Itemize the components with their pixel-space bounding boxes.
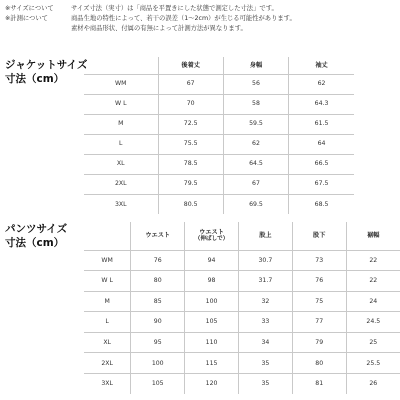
size-note-text: サイズ寸法（実寸）は「商品を平置きにした状態で測定した寸法」です。 xyxy=(71,5,278,12)
table-cell: 75 xyxy=(292,291,346,312)
jacket-header-width: 身幅 xyxy=(223,57,288,74)
table-cell: 22 xyxy=(346,271,400,292)
table-row xyxy=(84,94,354,114)
measure-note-label: ※計測について xyxy=(5,15,48,22)
table-cell: 58 xyxy=(223,94,288,114)
table-cell: 100 xyxy=(131,353,185,374)
table-cell: 61.5 xyxy=(289,114,354,134)
size-label: L xyxy=(84,134,158,154)
table-header-row xyxy=(84,57,354,74)
table-cell: 76 xyxy=(292,271,346,292)
table-cell: 81 xyxy=(292,373,346,394)
table-row xyxy=(84,373,400,394)
table-cell: 79 xyxy=(292,332,346,353)
table-cell: 105 xyxy=(185,312,239,333)
table-cell: 79.5 xyxy=(158,174,223,194)
table-row xyxy=(84,114,354,134)
jacket-header-length: 後着丈 xyxy=(158,57,223,74)
table-cell: 62 xyxy=(289,74,354,94)
table-cell: 25.5 xyxy=(346,353,400,374)
table-cell: 24.5 xyxy=(346,312,400,333)
table-cell: 25 xyxy=(346,332,400,353)
table-cell: 85 xyxy=(131,291,185,312)
pants-header-hem: 裾幅 xyxy=(346,222,400,250)
table-cell: 32 xyxy=(238,291,292,312)
table-cell: 67 xyxy=(158,74,223,94)
table-row xyxy=(84,250,400,271)
table-row xyxy=(84,312,400,333)
table-row xyxy=(84,271,400,292)
table-cell: 56 xyxy=(223,74,288,94)
size-label: WM xyxy=(84,74,158,94)
table-header-row xyxy=(84,222,400,250)
pants-header-waist-stretched xyxy=(185,222,239,250)
jacket-size-table xyxy=(84,57,354,214)
table-cell: 80 xyxy=(292,353,346,374)
table-cell: 94 xyxy=(185,250,239,271)
pants-header-rise: 股上 xyxy=(238,222,292,250)
size-label: 3XL xyxy=(84,373,131,394)
table-cell: 73 xyxy=(292,250,346,271)
table-cell: 95 xyxy=(131,332,185,353)
pants-header-inseam: 股下 xyxy=(292,222,346,250)
measure-note-continued: 素材や商品形状、付属の有無によって計測方法が異なります。 xyxy=(71,25,247,32)
table-cell: 72.5 xyxy=(158,114,223,134)
pants-header-waist-stretched-sub: （伸ばしで） xyxy=(194,236,229,243)
table-cell: 80.5 xyxy=(158,194,223,214)
size-label: L xyxy=(84,312,131,333)
table-row xyxy=(84,353,400,374)
pants-header-waist: ウエスト xyxy=(131,222,185,250)
size-label: XL xyxy=(84,332,131,353)
table-cell: 35 xyxy=(238,373,292,394)
table-cell: 115 xyxy=(185,353,239,374)
size-label: W L xyxy=(84,271,131,292)
table-cell: 77 xyxy=(292,312,346,333)
table-cell: 64.5 xyxy=(223,154,288,174)
table-cell: 34 xyxy=(238,332,292,353)
size-label: 3XL xyxy=(84,194,158,214)
table-cell: 70 xyxy=(158,94,223,114)
table-cell: 68.5 xyxy=(289,194,354,214)
table-cell: 75.5 xyxy=(158,134,223,154)
measure-note-text: 商品生地の特性によって、若干の誤差（1〜2cm）が生じる可能性があります。 xyxy=(71,15,296,22)
measure-note xyxy=(5,14,397,24)
table-cell: 22 xyxy=(346,250,400,271)
jacket-title-line1: ジャケットサイズ xyxy=(5,59,88,71)
size-label: 2XL xyxy=(84,353,131,374)
table-cell: 100 xyxy=(185,291,239,312)
table-cell: 78.5 xyxy=(158,154,223,174)
table-cell: 33 xyxy=(238,312,292,333)
table-cell: 64 xyxy=(289,134,354,154)
size-note xyxy=(5,4,397,14)
size-label: XL xyxy=(84,154,158,174)
pants-title-line1: パンツサイズ xyxy=(5,223,68,235)
size-label: WM xyxy=(84,250,131,271)
table-cell: 35 xyxy=(238,353,292,374)
header-corner xyxy=(84,222,131,250)
header-corner xyxy=(84,57,158,74)
table-cell: 30.7 xyxy=(238,250,292,271)
pants-title-line2: 寸法（cm） xyxy=(5,237,65,249)
size-note-label: ※サイズについて xyxy=(5,5,54,12)
table-cell: 67.5 xyxy=(289,174,354,194)
table-row xyxy=(84,332,400,353)
notes xyxy=(5,4,397,34)
table-cell: 62 xyxy=(223,134,288,154)
table-cell: 98 xyxy=(185,271,239,292)
jacket-header-sleeve: 袖丈 xyxy=(289,57,354,74)
table-cell: 69.5 xyxy=(223,194,288,214)
table-row xyxy=(84,154,354,174)
pants-size-table xyxy=(84,222,400,394)
jacket-title-line2: 寸法（cm） xyxy=(5,73,65,85)
table-cell: 90 xyxy=(131,312,185,333)
table-row xyxy=(84,174,354,194)
table-cell: 26 xyxy=(346,373,400,394)
pants-header-waist-stretched-label: ウエスト xyxy=(199,229,224,237)
table-cell: 31.7 xyxy=(238,271,292,292)
table-cell: 80 xyxy=(131,271,185,292)
size-label: 2XL xyxy=(84,174,158,194)
table-cell: 76 xyxy=(131,250,185,271)
table-cell: 64.3 xyxy=(289,94,354,114)
table-cell: 120 xyxy=(185,373,239,394)
pants-section-title xyxy=(5,222,67,250)
table-row xyxy=(84,134,354,154)
jacket-section-title xyxy=(5,58,87,86)
table-cell: 110 xyxy=(185,332,239,353)
table-cell: 105 xyxy=(131,373,185,394)
table-cell: 67 xyxy=(223,174,288,194)
table-cell: 59.5 xyxy=(223,114,288,134)
size-label: M xyxy=(84,291,131,312)
table-cell: 66.5 xyxy=(289,154,354,174)
table-row xyxy=(84,74,354,94)
table-cell: 24 xyxy=(346,291,400,312)
table-row xyxy=(84,291,400,312)
size-label: W L xyxy=(84,94,158,114)
size-label: M xyxy=(84,114,158,134)
table-row xyxy=(84,194,354,214)
